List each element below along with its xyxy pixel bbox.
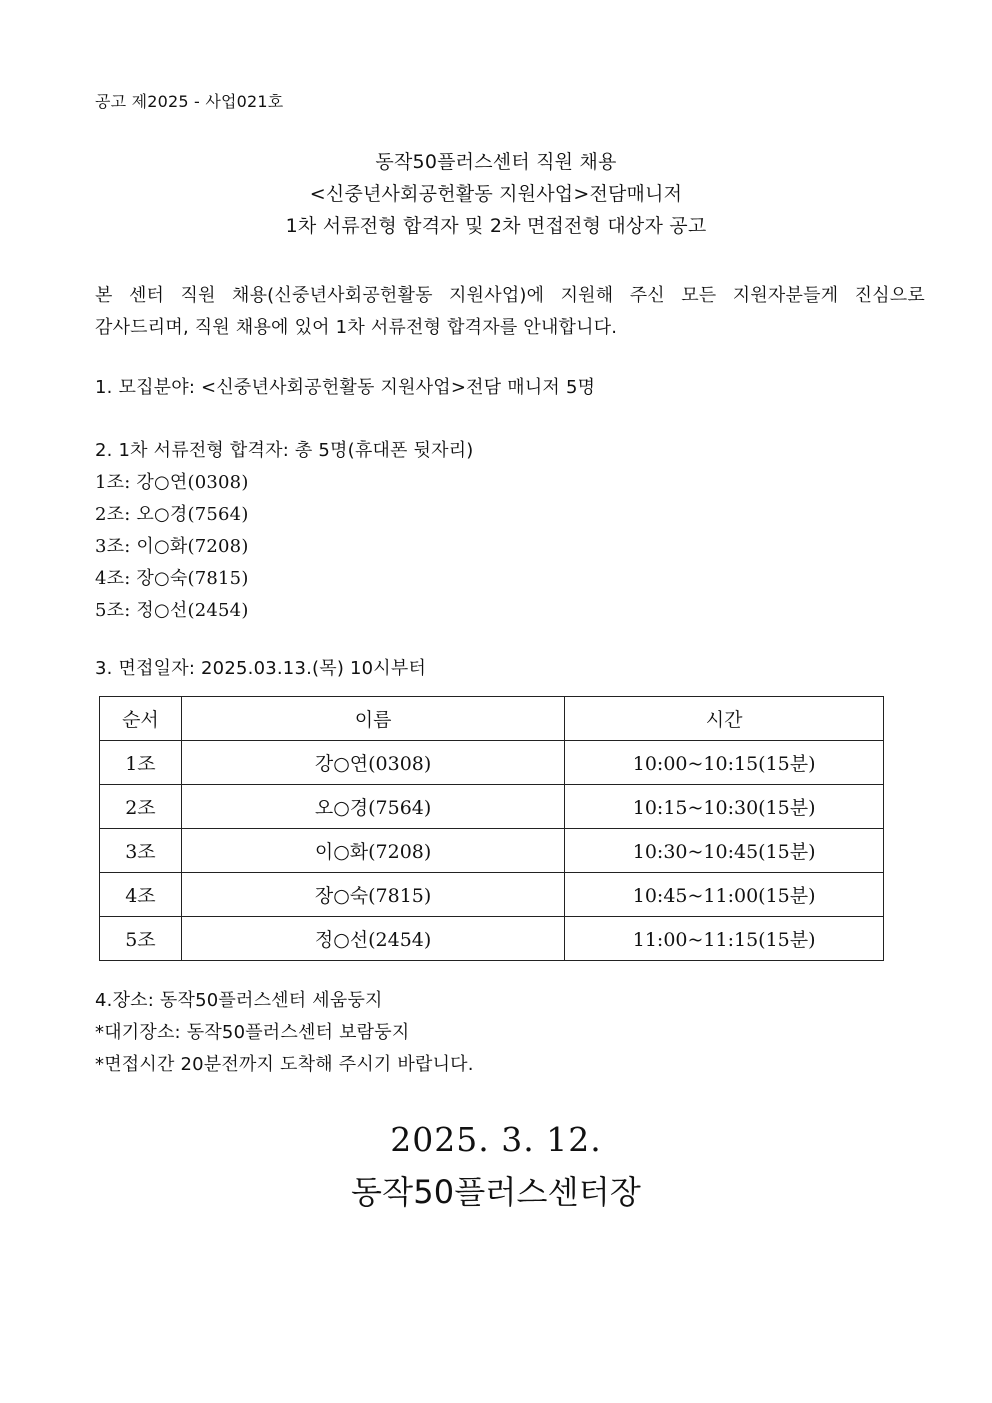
header-time: 시간 <box>565 697 884 741</box>
table-row <box>100 829 884 873</box>
cell-name: 정○선(2454) <box>181 917 564 961</box>
title-line-1: 동작50플러스센터 직원 채용 <box>375 151 617 173</box>
header-order: 순서 <box>100 697 182 741</box>
title-line-3: 1차 서류전형 합격자 및 2차 면접전형 대상자 공고 <box>285 215 707 237</box>
cell-order: 1조 <box>100 741 182 785</box>
header-name: 이름 <box>181 697 564 741</box>
passer-group-3: 3조: 이○화(7208) <box>95 536 249 557</box>
passer-group-2: 2조: 오○경(7564) <box>95 504 249 525</box>
interview-place: 4.장소: 동작50플러스센터 세움둥지 <box>95 990 383 1011</box>
cell-time: 10:30~10:45(15분) <box>565 829 884 873</box>
notice-number: 공고 제2025 - 사업021호 <box>95 92 284 111</box>
cell-name: 이○화(7208) <box>181 829 564 873</box>
cell-order: 3조 <box>100 829 182 873</box>
section-recruitment-field: 1. 모집분야: <신중년사회공헌활동 지원사업>전담 매니저 5명 <box>95 377 596 398</box>
table-row <box>100 741 884 785</box>
arrival-note: *면접시간 20분전까지 도착해 주시기 바랍니다. <box>95 1054 474 1075</box>
intro-paragraph: 본 센터 직원 채용(신중년사회공헌활동 지원사업)에 지원해 주신 모든 지원자분들게 진심으로 감사드리며, 직원 채용에 있어 1차 서류전형 합격자를 안내합니다. <box>95 285 925 338</box>
signature-issuer: 동작50플러스센터장 <box>350 1173 641 1211</box>
cell-time: 10:00~10:15(15분) <box>565 741 884 785</box>
cell-name: 강○연(0308) <box>181 741 564 785</box>
section-interview-date: 3. 면접일자: 2025.03.13.(목) 10시부터 <box>95 658 427 679</box>
cell-time: 10:45~11:00(15분) <box>565 873 884 917</box>
cell-order: 4조 <box>100 873 182 917</box>
interview-schedule-table <box>99 696 884 961</box>
waiting-place: *대기장소: 동작50플러스센터 보람둥지 <box>95 1022 410 1043</box>
cell-time: 11:00~11:15(15분) <box>565 917 884 961</box>
cell-order: 2조 <box>100 785 182 829</box>
passer-group-4: 4조: 장○숙(7815) <box>95 568 249 589</box>
cell-time: 10:15~10:30(15분) <box>565 785 884 829</box>
signature-date: 2025. 3. 12. <box>390 1120 602 1159</box>
passer-group-1: 1조: 강○연(0308) <box>95 472 249 493</box>
table-row <box>100 873 884 917</box>
passer-group-5: 5조: 정○선(2454) <box>95 600 249 621</box>
section-document-passers-heading: 2. 1차 서류전형 합격자: 총 5명(휴대폰 뒷자리) <box>95 440 474 461</box>
cell-name: 장○숙(7815) <box>181 873 564 917</box>
table-header-row <box>100 697 884 741</box>
table-row <box>100 917 884 961</box>
title-line-2: <신중년사회공헌활동 지원사업>전담매니저 <box>309 183 683 205</box>
table-row <box>100 785 884 829</box>
cell-order: 5조 <box>100 917 182 961</box>
cell-name: 오○경(7564) <box>181 785 564 829</box>
